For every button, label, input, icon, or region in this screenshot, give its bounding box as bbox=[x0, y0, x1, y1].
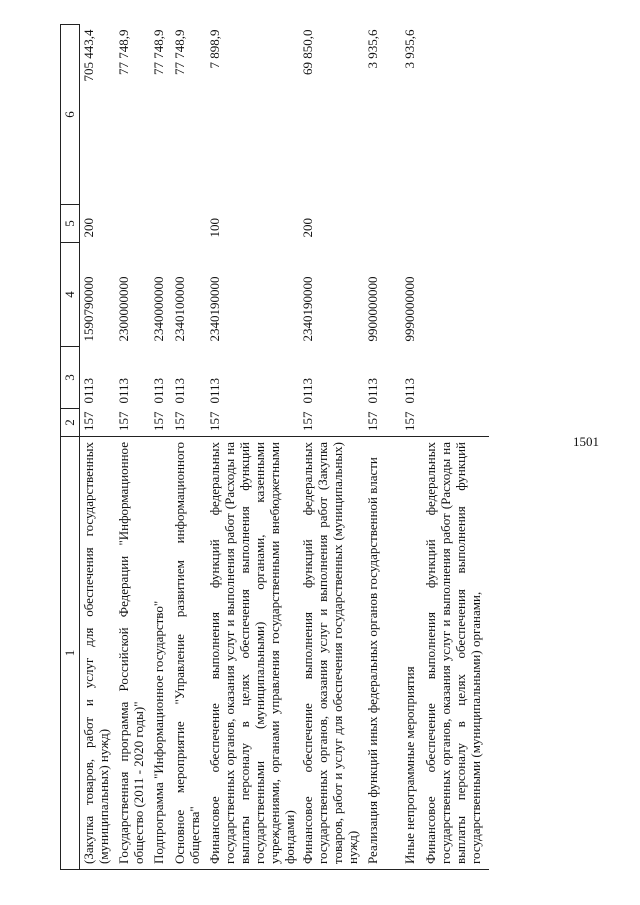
row-name: Финансовое обеспечение выполнения функций федеральных государственных органов, оказания услуг и выполнения работ (Расходы на выплаты персоналу в целях обеспечения выполнения функций государственными (муниципальными) органами, bbox=[422, 437, 489, 870]
row-section-code: 0113 bbox=[81, 377, 96, 404]
row-target-code: 2340100000 bbox=[172, 276, 187, 342]
row-target-code: 9900000000 bbox=[365, 276, 380, 342]
row-section-code: 0113 bbox=[116, 377, 131, 404]
column-header: 1 bbox=[61, 437, 80, 870]
row-code: 157 bbox=[300, 411, 315, 431]
row-target-code: 2300000000 bbox=[116, 276, 131, 342]
column-header: 6 bbox=[61, 25, 80, 205]
row-section-code: 0113 bbox=[300, 377, 315, 404]
table-row bbox=[401, 25, 422, 870]
row-code: 157 bbox=[365, 411, 380, 431]
row-amount: 77 748,9 bbox=[116, 29, 131, 75]
row-target-code: 1590790000 bbox=[81, 276, 96, 342]
row-code: 157 bbox=[207, 411, 222, 431]
row-amount: 7 898,9 bbox=[207, 29, 222, 69]
row-expense-code bbox=[115, 205, 150, 243]
page-number: 1501 bbox=[573, 434, 599, 449]
row-target-code: 2340190000 bbox=[207, 276, 222, 342]
row-code: 157 bbox=[402, 411, 417, 431]
table-row bbox=[422, 25, 489, 870]
row-expense-code bbox=[171, 205, 206, 243]
row-code: 157 bbox=[172, 411, 187, 431]
row-expense-code: 200 bbox=[300, 218, 315, 238]
row-amount: 705 443,4 bbox=[81, 29, 96, 82]
row-name: (Закупка товаров, работ и услуг для обеспечения государственных (муниципальных) нужд) bbox=[80, 437, 116, 870]
row-code: 157 bbox=[81, 411, 96, 431]
row-amount: 77 748,9 bbox=[172, 29, 187, 75]
row-name: Финансовое обеспечение выполнения функций федеральных государственных органов, оказания услуг и выполнения работ (Закупка товаров, работ и услуг для обеспечения государственных (муниципальных) нужд) bbox=[299, 437, 364, 870]
row-amount: 3 935,6 bbox=[365, 29, 380, 69]
row-name: Иные непрограммные мероприятия bbox=[401, 437, 422, 870]
row-target-code: 2340190000 bbox=[300, 276, 315, 342]
column-header: 4 bbox=[61, 243, 80, 347]
row-amount: 3 935,6 bbox=[402, 29, 417, 69]
column-header: 2 bbox=[61, 409, 80, 437]
row-name: Государственная программа Российской Федерации "Информационное общество (2011 - 2020 годы)" bbox=[115, 437, 150, 870]
table-row bbox=[80, 25, 116, 870]
row-name: Подпрограмма "Информационное государство" bbox=[150, 437, 171, 870]
row-code bbox=[422, 409, 489, 437]
row-name: Основное мероприятие "Управление развитием информационного общества" bbox=[171, 437, 206, 870]
table-row bbox=[115, 25, 150, 870]
table-row bbox=[299, 25, 364, 870]
row-expense-code bbox=[364, 205, 401, 243]
row-expense-code bbox=[401, 205, 422, 243]
row-section-code bbox=[422, 347, 489, 409]
row-expense-code bbox=[150, 205, 171, 243]
row-target-code bbox=[422, 243, 489, 347]
row-expense-code: 200 bbox=[81, 218, 96, 238]
row-name: Реализация функций иных федеральных органов государственной власти bbox=[364, 437, 401, 870]
row-code: 157 bbox=[151, 411, 166, 431]
row-expense-code bbox=[422, 205, 489, 243]
row-section-code: 0113 bbox=[172, 377, 187, 404]
budget-table bbox=[60, 24, 489, 870]
row-amount: 77 748,9 bbox=[151, 29, 166, 75]
row-amount: 69 850,0 bbox=[300, 29, 315, 75]
row-code: 157 bbox=[116, 411, 131, 431]
row-section-code: 0113 bbox=[365, 377, 380, 404]
row-section-code: 0113 bbox=[151, 377, 166, 404]
table-row bbox=[206, 25, 299, 870]
row-expense-code: 100 bbox=[207, 218, 222, 238]
row-target-code: 2340000000 bbox=[151, 276, 166, 342]
row-name: Финансовое обеспечение выполнения функций федеральных государственных органов, оказания услуг и выполнения работ (Расходы на выплаты персоналу в целях обеспечения выполнения функций государственными (муниципальными) органами, казенными учреждениями, органами управления государственными внебюджетными фондами) bbox=[206, 437, 299, 870]
table-row bbox=[364, 25, 401, 870]
table-header-row bbox=[61, 25, 80, 870]
row-target-code: 9990000000 bbox=[402, 276, 417, 342]
row-amount bbox=[422, 25, 489, 205]
table-row bbox=[150, 25, 171, 870]
column-header: 3 bbox=[61, 347, 80, 409]
row-section-code: 0113 bbox=[207, 377, 222, 404]
rotated-page bbox=[60, 25, 599, 870]
row-section-code: 0113 bbox=[402, 377, 417, 404]
table-row bbox=[171, 25, 206, 870]
column-header: 5 bbox=[61, 205, 80, 243]
